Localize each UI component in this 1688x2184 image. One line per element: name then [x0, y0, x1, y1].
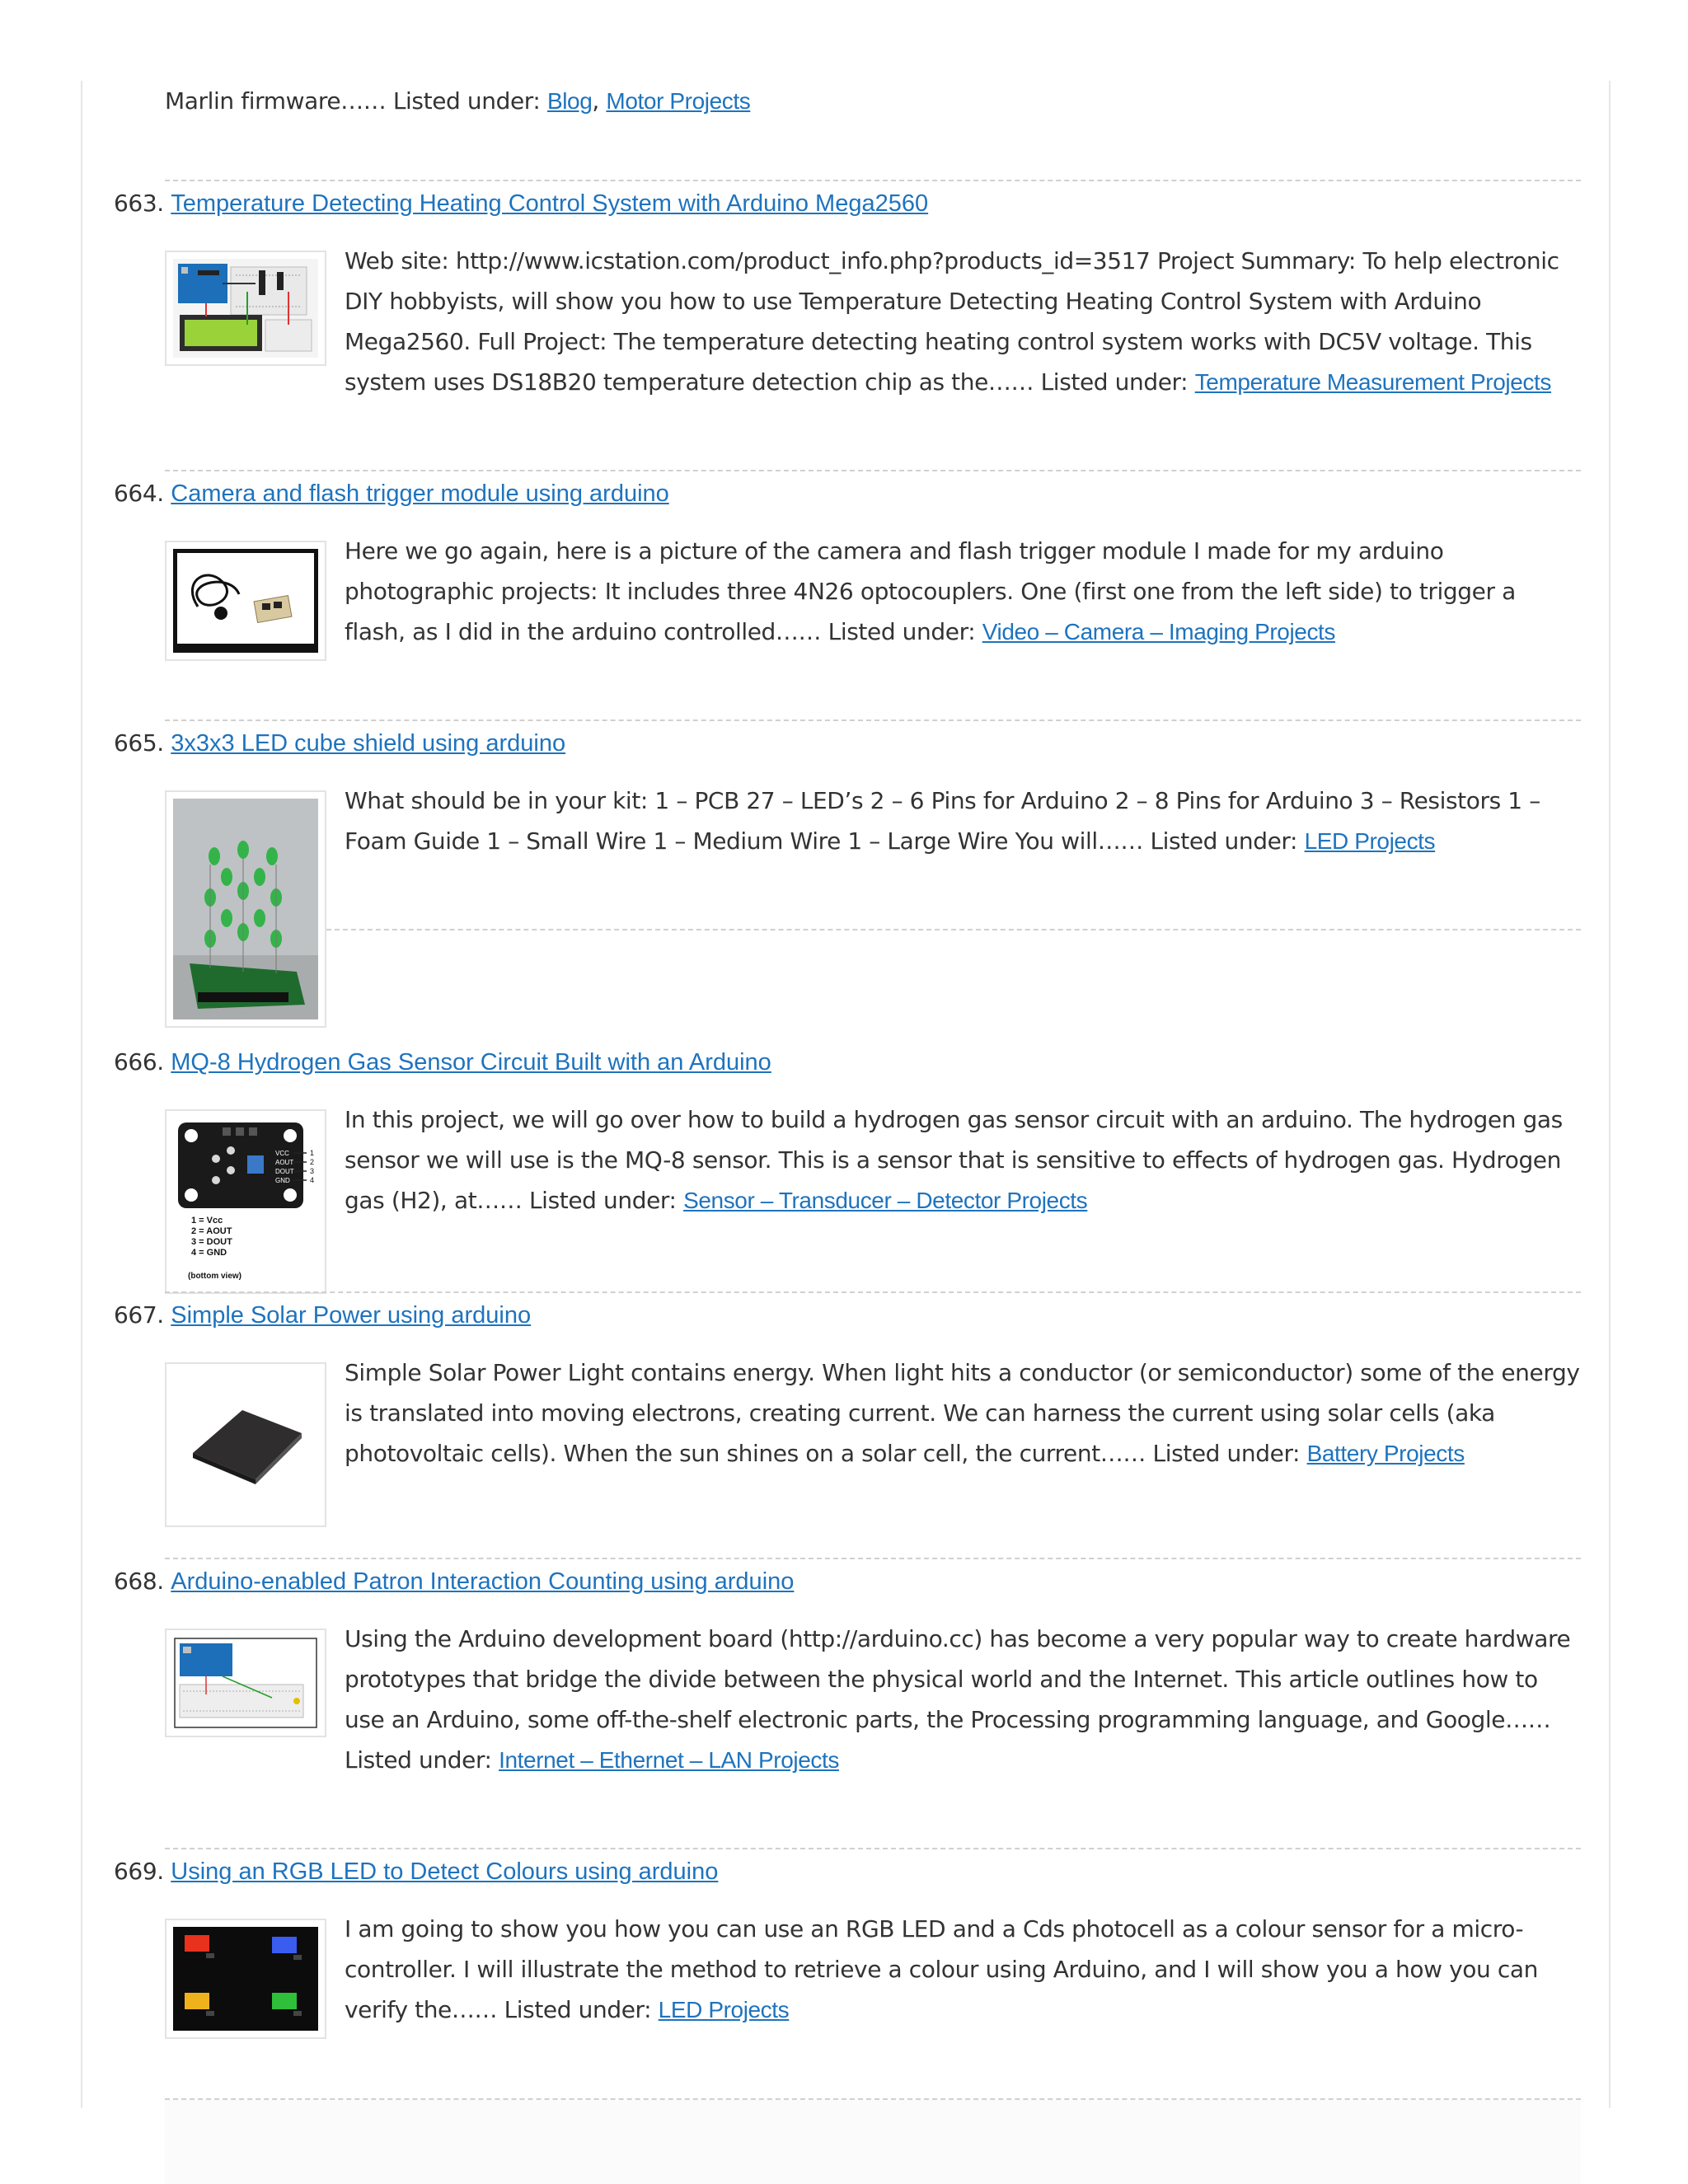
listed-under-label: Listed under:	[1040, 368, 1195, 396]
project-thumbnail[interactable]	[165, 1109, 326, 1294]
project-description	[345, 531, 1581, 652]
category-link[interactable]: Battery Projects	[1306, 1441, 1465, 1466]
project-title-link[interactable]: Arduino-enabled Patron Interaction Counting using arduino	[171, 1568, 795, 1595]
pin-legend-label: 3 = DOUT	[191, 1237, 232, 1247]
project-description	[345, 1352, 1581, 1474]
project-title-link[interactable]: Temperature Detecting Heating Control System with Arduino Mega2560	[171, 190, 929, 217]
project-entry-667	[114, 1291, 1581, 1467]
lead-separator: ,	[592, 87, 607, 115]
pin-legend-label: 1 = Vcc	[191, 1216, 223, 1226]
listed-under-label: Listed under:	[345, 1746, 499, 1774]
project-entry-668	[114, 1558, 1581, 1774]
project-title-link[interactable]: MQ-8 Hydrogen Gas Sensor Circuit Built with an Arduino	[171, 1049, 771, 1076]
pin-number-label: 3	[310, 1167, 315, 1175]
category-link[interactable]: Temperature Measurement Projects	[1194, 369, 1551, 395]
project-number: 664.	[114, 480, 164, 507]
led-cube-image	[173, 799, 318, 1019]
project-thumbnail[interactable]	[165, 1919, 326, 2039]
project-thumbnail[interactable]	[165, 1362, 326, 1527]
description-text: In this project, we will go over how to build a hydrogen gas sensor circuit with an arduino. The hydrogen gas sensor we will use is the MQ-8 sensor. This is a sensor that is sensitive to effects of hydrogen gas. Hydrogen gas (H2), at……	[345, 1106, 1563, 1214]
category-link[interactable]: LED Projects	[1304, 828, 1436, 854]
next-entry-area	[165, 2100, 1581, 2184]
pin-number-label: 4	[310, 1176, 315, 1184]
pin-legend-label: 2 = AOUT	[191, 1226, 232, 1236]
solar-panel-image	[173, 1371, 318, 1519]
mq8-sensor-pinout-image	[173, 1118, 318, 1286]
project-heading	[114, 1854, 718, 1889]
listed-under-label: Listed under:	[1150, 827, 1305, 855]
project-thumbnail[interactable]	[165, 541, 326, 661]
category-link[interactable]: Internet – Ethernet – LAN Projects	[499, 1747, 839, 1773]
page-border-left	[81, 81, 82, 2108]
project-thumbnail[interactable]	[165, 251, 326, 366]
project-title-link[interactable]: 3x3x3 LED cube shield using arduino	[171, 730, 566, 757]
arduino-breadboard-image	[173, 1637, 318, 1729]
project-entry-669	[114, 1848, 1581, 2023]
description-text: What should be in your kit: 1 – PCB 27 – LED’s 2 – 6 Pins for Arduino 2 – 8 Pins for Arduino 3 – Resistors 1 – Foam Guide 1 – Small Wire 1 – Medium Wire 1 – Large Wire You will……	[345, 787, 1540, 855]
trigger-module-image	[173, 549, 318, 653]
project-description	[345, 780, 1581, 861]
lead-text: Marlin firmware…… Listed under:	[165, 87, 547, 115]
category-link[interactable]: Sensor – Transducer – Detector Projects	[683, 1188, 1088, 1213]
project-number: 663.	[114, 190, 164, 217]
description-text: Web site: http://www.icstation.com/product_info.php?products_id=3517 Project Summary: To help electronic DIY hobbyists, will show you how to use Temperature Detecting Heating Control System with Arduino Mega2560. Full Project: The temperature detecting heating control system works with DC5V voltage. This system uses DS18B20 temperature detection chip as the……	[345, 247, 1559, 396]
project-number: 668.	[114, 1568, 164, 1595]
project-thumbnail[interactable]	[165, 1629, 326, 1737]
page-border-right	[1609, 81, 1611, 2108]
project-entry-665	[114, 719, 1581, 855]
listed-under-label: Listed under:	[528, 1187, 684, 1214]
project-title-link[interactable]: Camera and flash trigger module using arduino	[171, 480, 669, 507]
project-title-link[interactable]: Using an RGB LED to Detect Colours using arduino	[171, 1858, 719, 1885]
project-heading	[114, 1564, 794, 1599]
project-thumbnail[interactable]	[165, 790, 326, 1028]
category-link-motor-projects[interactable]: Motor Projects	[606, 88, 751, 114]
project-description	[345, 1619, 1581, 1780]
category-link[interactable]: Video – Camera – Imaging Projects	[982, 619, 1336, 644]
project-heading	[114, 1045, 771, 1080]
project-description	[345, 1909, 1581, 2030]
board-pin-label: GND	[275, 1177, 290, 1184]
description-text: Here we go again, here is a picture of the camera and flash trigger module I made for my arduino photographic projects: It includes three 4N26 optocouplers. One (first one from the left side) to trigger a flash, as I did in the arduino controlled……	[345, 537, 1516, 645]
pin-number-label: 2	[310, 1158, 315, 1166]
project-title-link[interactable]: Simple Solar Power using arduino	[171, 1302, 532, 1329]
description-text: Simple Solar Power Light contains energy. When light hits a conductor (or semiconductor) some of the energy is translated into moving electrons, creating current. We can harness the current using solar cells (aka photovoltaic cells). When the sun shines on a solar cell, the current……	[345, 1359, 1580, 1467]
listed-under-label: Listed under:	[1152, 1440, 1307, 1467]
board-pin-label: DOUT	[275, 1168, 294, 1175]
listed-under-label: Listed under:	[828, 618, 982, 645]
description-text: Using the Arduino development board (http://arduino.cc) has become a very popular way to create hardware prototypes that bridge the divide between the physical world and the Internet. This article outlines how to use an Arduino, some off-the-shelf electronic parts, the Processing programming language, and Google……	[345, 1625, 1571, 1733]
project-entry-664	[114, 470, 1581, 645]
pin-legend-label: 4 = GND	[191, 1248, 227, 1258]
board-pin-label: VCC	[275, 1150, 289, 1157]
description-text: I am going to show you how you can use an RGB LED and a Cds photocell as a colour sensor for a micro-controller. I will illustrate the method to retrieve a colour using Arduino, and I will show you a how you can verify the……	[345, 1915, 1538, 2023]
project-description	[345, 241, 1581, 402]
project-number: 669.	[114, 1858, 164, 1885]
breadboard-circuit-image	[173, 259, 318, 358]
board-pin-label: AOUT	[275, 1159, 294, 1166]
project-heading	[114, 186, 928, 221]
rgb-colour-samples-image	[173, 1927, 318, 2031]
listed-under-label: Listed under:	[504, 1996, 659, 2023]
project-number: 666.	[114, 1048, 164, 1076]
project-number: 667.	[114, 1301, 164, 1329]
pin-number-label: 1	[310, 1149, 315, 1157]
category-link[interactable]: LED Projects	[658, 1997, 790, 2022]
entry-divider	[326, 929, 1581, 930]
project-heading	[114, 476, 669, 511]
project-entry-663	[114, 180, 1581, 396]
project-heading	[114, 1298, 531, 1333]
category-link-blog[interactable]: Blog	[546, 88, 593, 114]
view-label: (bottom view)	[188, 1272, 241, 1281]
project-description	[345, 1099, 1581, 1221]
lead-paragraph	[165, 81, 750, 121]
project-number: 665.	[114, 729, 164, 757]
project-heading	[114, 726, 565, 761]
